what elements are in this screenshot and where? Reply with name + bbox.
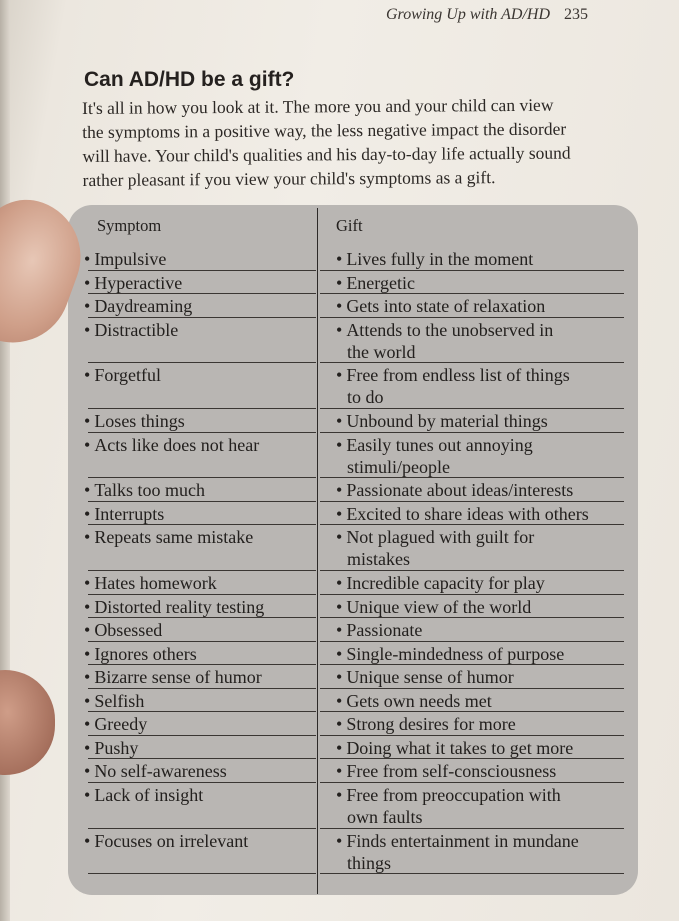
gift-text: • Energetic [336, 272, 415, 293]
gift-text: • Not plagued with guilt for [336, 527, 535, 548]
gift-text: • Easily tunes out annoying [336, 434, 533, 455]
row-rule [88, 617, 316, 618]
symptom-text: Daydreaming [94, 296, 193, 316]
bullet-icon: • [84, 249, 91, 269]
gift-text: • Unique sense of humor [336, 667, 514, 688]
bullet-icon: • [336, 714, 343, 735]
table-row [0, 364, 679, 410]
gift-cell [336, 410, 636, 432]
gift-cell [336, 760, 636, 782]
row-rule [320, 873, 624, 874]
row-rule [320, 408, 624, 409]
gift-text: • Gets own needs met [336, 690, 492, 711]
gift-column-header: Gift [336, 216, 363, 235]
table-row [0, 572, 679, 596]
gift-cell [336, 479, 636, 501]
row-rule [88, 594, 316, 595]
symptom-text: Distorted reality testing [94, 596, 265, 617]
symptom-text: Hyperactive [94, 272, 183, 293]
table-row [0, 526, 679, 572]
bullet-icon: • [84, 272, 91, 293]
symptom-cell [84, 526, 312, 548]
symptom-text: Pushy [94, 737, 139, 758]
table-row [0, 830, 679, 876]
row-rule [320, 711, 624, 712]
gift-text: the world [347, 341, 416, 362]
bullet-icon: • [336, 503, 343, 524]
gift-cell [336, 364, 636, 408]
gift-cell [336, 272, 636, 294]
bullet-icon: • [84, 527, 91, 548]
table-row [0, 248, 679, 272]
row-rule [320, 501, 624, 502]
gift-text: • Lives fully in the moment [336, 249, 534, 269]
bullet-icon: • [336, 784, 343, 805]
row-rule [320, 594, 624, 595]
row-rule [88, 270, 316, 271]
gift-text: • Strong desires for more [336, 714, 516, 735]
gift-cell [336, 526, 636, 570]
gift-text: • Passionate about ideas/interests [336, 480, 574, 501]
bullet-icon: • [336, 411, 343, 432]
row-rule [320, 524, 624, 525]
bullet-icon: • [336, 737, 343, 758]
row-rule [320, 641, 624, 642]
bullet-icon: • [336, 643, 343, 664]
bullet-icon: • [84, 296, 91, 316]
symptom-text: Obsessed [94, 620, 163, 641]
symptom-text: Forgetful [94, 365, 161, 386]
table-row [0, 479, 679, 503]
symptom-cell [84, 830, 312, 852]
bullet-icon: • [336, 690, 343, 711]
symptom-text: Acts like does not hear [94, 434, 260, 455]
bullet-icon: • [84, 667, 91, 688]
bullet-icon: • [336, 596, 343, 617]
symptom-text: Interrupts [94, 503, 165, 524]
symptom-text: Selfish [94, 690, 145, 711]
bullet-icon: • [336, 761, 343, 782]
intro-line: will have. Your child's qualities and his day-to-day life actually sound [82, 142, 571, 166]
symptom-text: Focuses on irrelevant [94, 830, 249, 851]
table-row [0, 666, 679, 690]
gift-cell [336, 643, 636, 665]
row-rule [320, 735, 624, 736]
bullet-icon: • [336, 620, 343, 641]
gift-cell [336, 295, 636, 317]
table-row [0, 643, 679, 667]
symptom-cell [84, 248, 312, 270]
table-row [0, 690, 679, 714]
row-rule [88, 664, 316, 665]
row-rule [88, 408, 316, 409]
symptom-cell [84, 272, 312, 294]
bullet-icon: • [84, 480, 91, 501]
row-rule [88, 570, 316, 571]
symptom-cell [84, 619, 312, 641]
table-row [0, 410, 679, 434]
gift-cell [336, 572, 636, 594]
gift-text: • Free from preoccupation with [336, 784, 561, 805]
row-rule [320, 477, 624, 478]
gift-cell [336, 690, 636, 712]
symptom-text: Talks too much [94, 480, 206, 501]
gift-text: • Unique view of the world [336, 596, 532, 617]
table-row [0, 784, 679, 830]
row-rule [320, 270, 624, 271]
symptom-cell [84, 434, 312, 456]
gift-cell [336, 737, 636, 759]
bullet-icon: • [84, 596, 91, 617]
gift-text: • Single-mindedness of purpose [336, 643, 565, 664]
row-rule [320, 688, 624, 689]
row-rule [88, 477, 316, 478]
intro-line: It's all in how you look at it. The more you and your child can view [82, 94, 554, 118]
bullet-icon: • [336, 365, 343, 386]
gift-text: own faults [347, 806, 423, 827]
symptom-text: Repeats same mistake [94, 527, 254, 548]
gift-text: • Attends to the unobserved in [336, 319, 554, 340]
row-rule [320, 317, 624, 318]
symptom-text: Bizarre sense of humor [94, 667, 262, 688]
symptom-cell [84, 690, 312, 712]
symptom-cell [84, 319, 312, 341]
gift-cell [336, 596, 636, 618]
row-rule [88, 873, 316, 874]
symptom-column-header: Symptom [97, 216, 162, 235]
symptom-cell [84, 503, 312, 525]
symptom-cell [84, 479, 312, 501]
symptom-text: Greedy [94, 714, 148, 735]
bullet-icon: • [84, 411, 91, 432]
symptom-text: No self-awareness [94, 761, 227, 782]
gift-cell [336, 434, 636, 478]
row-rule [320, 828, 624, 829]
gift-cell [336, 713, 636, 735]
gift-text: • Unbound by material things [336, 411, 548, 432]
symptom-text: Impulsive [94, 249, 167, 269]
row-rule [320, 362, 624, 363]
bullet-icon: • [84, 737, 91, 758]
table-row [0, 272, 679, 296]
row-rule [88, 688, 316, 689]
bullet-icon: • [84, 573, 91, 594]
bullet-icon: • [84, 434, 91, 455]
symptom-cell [84, 713, 312, 735]
gift-text: • Passionate [336, 620, 423, 641]
table-row [0, 713, 679, 737]
intro-paragraph [82, 92, 628, 192]
symptom-cell [84, 410, 312, 432]
symptom-text: Loses things [94, 411, 185, 432]
table-row [0, 737, 679, 761]
bullet-icon: • [336, 434, 343, 455]
gift-cell [336, 666, 636, 688]
gift-cell [336, 619, 636, 641]
bullet-icon: • [84, 365, 91, 386]
symptom-cell [84, 760, 312, 782]
bullet-icon: • [336, 249, 343, 269]
gift-text: to do [347, 387, 384, 408]
bullet-icon: • [84, 620, 91, 641]
symptom-cell [84, 643, 312, 665]
section-heading: Can AD/HD be a gift? [84, 68, 295, 91]
symptom-text: Ignores others [94, 643, 197, 664]
bullet-icon: • [84, 643, 91, 664]
bullet-icon: • [336, 667, 343, 688]
table-row [0, 760, 679, 784]
bullet-icon: • [84, 761, 91, 782]
row-rule [320, 664, 624, 665]
bullet-icon: • [84, 503, 91, 524]
symptom-cell [84, 572, 312, 594]
table-row [0, 434, 679, 480]
gift-cell [336, 784, 636, 828]
symptom-text: Hates homework [94, 573, 217, 594]
bullet-icon: • [336, 573, 343, 594]
bullet-icon: • [84, 319, 91, 340]
row-rule [320, 782, 624, 783]
row-rule [320, 432, 624, 433]
table-row [0, 503, 679, 527]
gift-cell [336, 248, 636, 270]
bullet-icon: • [84, 690, 91, 711]
row-rule [320, 293, 624, 294]
gift-text: • Finds entertainment in mundane [336, 830, 579, 851]
bullet-icon: • [84, 714, 91, 735]
bullet-icon: • [336, 296, 343, 316]
bullet-icon: • [336, 319, 343, 340]
row-rule [88, 362, 316, 363]
gift-text: stimuli/people [347, 456, 450, 477]
row-rule [88, 524, 316, 525]
gift-text: • Excited to share ideas with others [336, 503, 589, 524]
running-head [386, 6, 588, 24]
gift-text: • Doing what it takes to get more [336, 737, 574, 758]
gift-cell [336, 830, 636, 874]
table-row [0, 319, 679, 365]
gift-text: • Incredible capacity for play [336, 573, 545, 594]
row-rule [88, 317, 316, 318]
running-head-title: Growing Up with AD/HD [386, 6, 551, 23]
symptom-text: Distractible [94, 319, 179, 340]
bullet-icon: • [336, 527, 343, 548]
table-row [0, 295, 679, 319]
symptom-cell [84, 666, 312, 688]
bullet-icon: • [84, 830, 91, 851]
gift-cell [336, 319, 636, 363]
symptom-cell [84, 364, 312, 386]
row-rule [88, 432, 316, 433]
row-rule [88, 293, 316, 294]
symptom-cell [84, 295, 312, 317]
gift-text: things [347, 852, 392, 873]
row-rule [88, 711, 316, 712]
row-rule [88, 758, 316, 759]
page-number: 235 [564, 6, 589, 23]
intro-line: rather pleasant if you view your child's symptoms as a gift. [82, 167, 496, 190]
gift-text: • Free from endless list of things [336, 365, 570, 386]
gift-text: mistakes [347, 549, 410, 570]
row-rule [88, 735, 316, 736]
row-rule [88, 501, 316, 502]
gift-text: • Free from self-consciousness [336, 761, 557, 782]
table-row [0, 619, 679, 643]
symptom-text: Lack of insight [94, 784, 204, 805]
row-rule [320, 758, 624, 759]
intro-line: the symptoms in a positive way, the less negative impact the disorder [82, 118, 567, 142]
symptom-cell [84, 737, 312, 759]
bullet-icon: • [336, 480, 343, 501]
bullet-icon: • [84, 784, 91, 805]
bullet-icon: • [336, 272, 343, 293]
table-row [0, 596, 679, 620]
gift-text: • Gets into state of relaxation [336, 296, 546, 316]
row-rule [88, 782, 316, 783]
bullet-icon: • [336, 830, 343, 851]
gift-cell [336, 503, 636, 525]
row-rule [88, 828, 316, 829]
row-rule [320, 570, 624, 571]
row-rule [88, 641, 316, 642]
symptom-cell [84, 784, 312, 806]
row-rule [320, 617, 624, 618]
symptom-cell [84, 596, 312, 618]
